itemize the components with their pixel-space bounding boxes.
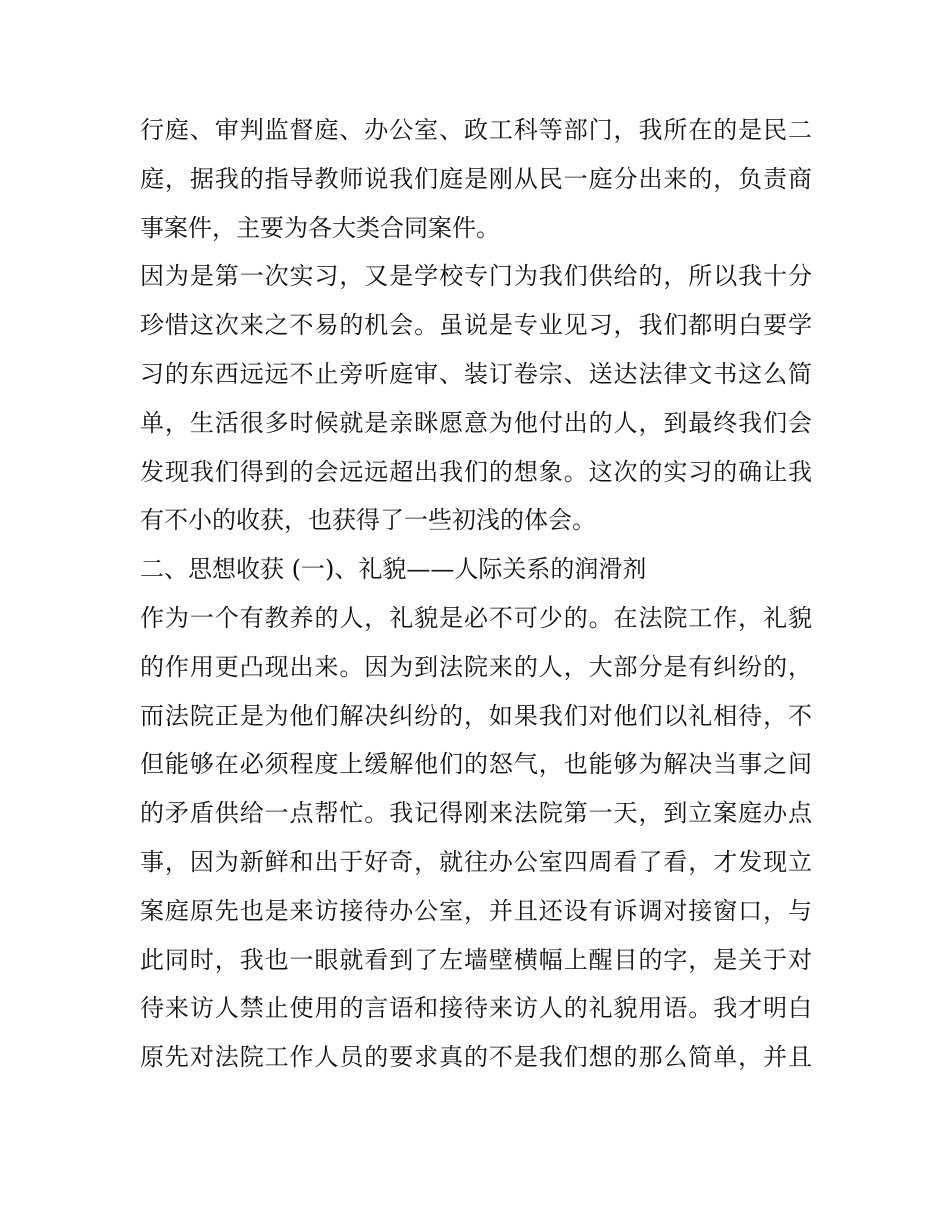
section-heading: 二、思想收获 (一)、礼貌——人际关系的润滑剂 [140, 555, 647, 584]
text-line-15: 的矛盾供给一点帮忙。我记得刚来法院第一天，到立案庭办点 [140, 799, 812, 828]
text-line-12: 的作用更凸现出来。因为到法院来的人，大部分是有纠纷的， [140, 652, 812, 681]
text-line-20: 原先对法院工作人员的要求真的不是我们想的那么简单，并且 [140, 1043, 812, 1072]
text-line-13: 而法院正是为他们解决纠纷的，如果我们对他们以礼相待，不 [140, 701, 812, 730]
text-line-3: 事案件，主要为各大类合同案件。 [140, 213, 500, 242]
text-line-2: 庭，据我的指导教师说我们庭是刚从民一庭分出来的，负责商 [140, 164, 812, 193]
text-line-1: 行庭、审判监督庭、办公室、政工科等部门，我所在的是民二 [140, 116, 812, 144]
text-line-8: 发现我们得到的会远远超出我们的想象。这次的实习的确让我 [140, 457, 812, 486]
text-line-11: 作为一个有教养的人，礼貌是必不可少的。在法院工作，礼貌 [140, 603, 812, 632]
text-line-4: 因为是第一次实习，又是学校专门为我们供给的，所以我十分 [140, 262, 812, 291]
body-text [140, 106, 812, 1082]
text-line-19: 待来访人禁止使用的言语和接待来访人的礼貌用语。我才明白 [140, 994, 812, 1023]
text-line-9: 有不小的收获，也获得了一些初浅的体会。 [140, 506, 596, 535]
text-line-18: 此同时，我也一眼就看到了左墙壁横幅上醒目的字，是关于对 [140, 945, 812, 974]
text-line-6: 习的东西远远不止旁听庭审、装订卷宗、送达法律文书这么简 [140, 359, 812, 388]
text-line-17: 案庭原先也是来访接待办公室，并且还设有诉调对接窗口，与 [140, 896, 812, 925]
text-line-14: 但能够在必须程度上缓解他们的怒气，也能够为解决当事之间 [140, 750, 812, 779]
text-line-16: 事，因为新鲜和出于好奇，就往办公室四周看了看，才发现立 [140, 847, 812, 876]
text-line-5: 珍惜这次来之不易的机会。虽说是专业见习，我们都明白要学 [140, 311, 812, 340]
text-line-7: 单，生活很多时候就是亲眯愿意为他付出的人，到最终我们会 [140, 408, 812, 437]
